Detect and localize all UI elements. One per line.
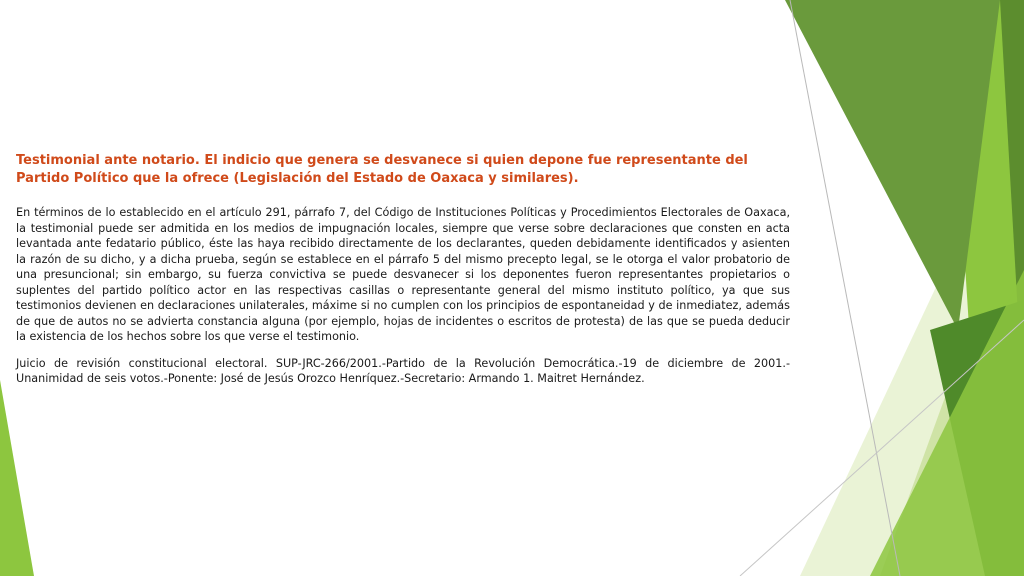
slide-content (16, 152, 790, 398)
slide-title: Testimonial ante notario. El indicio que genera se desvanece si quien depone fue representante del Partido Político que la ofrece (Legislación del Estado de Oaxaca y similares). (16, 153, 748, 186)
precedent-paragraph: Juicio de revisión constitucional electoral. SUP-JRC-266/2001.-Partido de la Revolución Democrática.-19 de diciembre de 2001.-Unanimidad de seis votos.-Ponente: José de Jesús Orozco Henríquez.-Secretario: Armando 1. Maitret Hernández. (16, 356, 790, 385)
body-paragraph: En términos de lo establecido en el artículo 291, párrafo 7, del Código de Instituciones Políticas y Procedimientos Electorales de Oaxaca, la testimonial puede ser admitida en los medios de impugnación locales, siempre que verse sobre declaraciones que consten en acta levantada ante fedatario público, éste las haya recibido directamente de los declarantes, queden debidamente identificados y asienten la razón de su dicho, y a dicha prueba, según se establece en el párrafo 5 del mismo precepto legal, se le otorga el valor probatorio de una presuncional; sin embargo, su fuerza convictiva se puede desvanecer si los deponentes fueron representantes propietarios o suplentes del partido político actor en las respectivas casillas o representante general del mismo instituto político, ya que sus testimonios devienen en declaraciones unilaterales, máxime si no cumplen con los principios de espontaneidad y de inmediatez, además de que de autos no se advierta constancia alguna (por ejemplo, hojas de incidentes o escritos de protesta) de las que se pueda deducir la existencia de los hechos sobre los que verse el testimonio. (16, 206, 790, 343)
left-green-wedge (0, 380, 34, 576)
